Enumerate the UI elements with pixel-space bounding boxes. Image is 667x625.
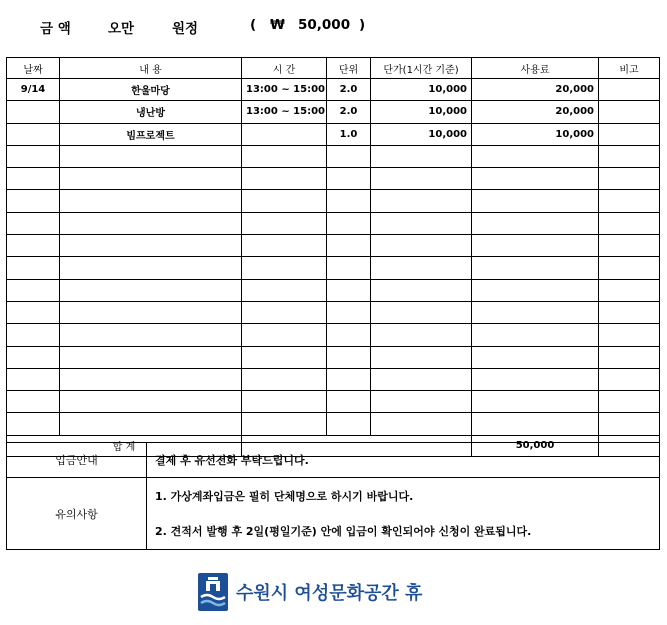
cell-content xyxy=(60,324,242,346)
header-remarks: 비고 xyxy=(599,58,660,79)
cell-fee xyxy=(472,257,599,279)
cell-remarks xyxy=(599,190,660,212)
table-row xyxy=(7,391,660,413)
cell-unit-price xyxy=(371,190,472,212)
cell-content xyxy=(60,368,242,390)
info-table xyxy=(6,442,660,550)
cell-fee: 10,000 xyxy=(472,123,599,145)
cell-fee xyxy=(472,324,599,346)
cell-unit-price xyxy=(371,413,472,435)
cell-content xyxy=(60,168,242,190)
cell-content: 한울마당 xyxy=(60,79,242,101)
table-row xyxy=(7,301,660,323)
cell-date xyxy=(7,301,60,323)
cell-remarks xyxy=(599,79,660,101)
cell-fee xyxy=(472,235,599,257)
cell-unit-price: 10,000 xyxy=(371,101,472,123)
cell-unit xyxy=(327,168,371,190)
cell-time xyxy=(242,145,327,167)
cell-unit-price xyxy=(371,257,472,279)
cell-unit-price xyxy=(371,279,472,301)
table-row xyxy=(7,413,660,435)
amount-number: 50,000 xyxy=(298,17,351,33)
amount-close-paren: ) xyxy=(359,17,366,33)
table-row xyxy=(7,79,660,101)
cell-date xyxy=(7,346,60,368)
cell-date xyxy=(7,145,60,167)
cell-unit xyxy=(327,346,371,368)
cell-remarks xyxy=(599,324,660,346)
table-row xyxy=(7,257,660,279)
cell-remarks xyxy=(599,257,660,279)
cell-time xyxy=(242,257,327,279)
cell-remarks xyxy=(599,212,660,234)
cell-fee xyxy=(472,279,599,301)
cell-fee: 20,000 xyxy=(472,79,599,101)
cell-content xyxy=(60,301,242,323)
cell-unit-price xyxy=(371,391,472,413)
cell-content xyxy=(60,346,242,368)
table-row xyxy=(7,279,660,301)
cell-fee xyxy=(472,368,599,390)
cell-unit-price xyxy=(371,324,472,346)
table-row xyxy=(7,190,660,212)
cell-unit: 2.0 xyxy=(327,101,371,123)
cell-unit xyxy=(327,257,371,279)
table-row xyxy=(7,212,660,234)
note-item-2: 2. 견적서 발행 후 2일(평일기준) 안에 입금이 확인되어야 신청이 완료됩니다. xyxy=(155,524,532,538)
cell-time xyxy=(242,346,327,368)
cell-unit xyxy=(327,391,371,413)
cell-remarks xyxy=(599,123,660,145)
cell-fee: 20,000 xyxy=(472,101,599,123)
cell-fee xyxy=(472,391,599,413)
cell-remarks xyxy=(599,145,660,167)
cell-time xyxy=(242,235,327,257)
org-name: 수원시 여성문화공간 휴 xyxy=(236,583,423,604)
table-row xyxy=(7,235,660,257)
cell-date xyxy=(7,190,60,212)
cell-date xyxy=(7,235,60,257)
header-unit: 단위 xyxy=(327,58,371,79)
cell-unit xyxy=(327,235,371,257)
cell-unit-price xyxy=(371,346,472,368)
cell-date xyxy=(7,168,60,190)
cell-content: 냉난방 xyxy=(60,101,242,123)
cell-unit xyxy=(327,145,371,167)
header-unit-price: 단가(1시간 기준) xyxy=(371,58,472,79)
cell-fee xyxy=(472,145,599,167)
cell-unit xyxy=(327,301,371,323)
cell-unit xyxy=(327,413,371,435)
cell-content xyxy=(60,190,242,212)
cell-unit-price xyxy=(371,212,472,234)
header-content: 내 용 xyxy=(60,58,242,79)
cell-time xyxy=(242,391,327,413)
cell-remarks xyxy=(599,301,660,323)
cell-time xyxy=(242,168,327,190)
suwon-city-logo-icon xyxy=(198,573,228,611)
header-time: 시 간 xyxy=(242,58,327,79)
cell-fee xyxy=(472,168,599,190)
cell-time xyxy=(242,413,327,435)
total-value: 50,000 xyxy=(472,435,599,456)
cell-unit xyxy=(327,212,371,234)
quote-table xyxy=(6,57,660,457)
cell-time xyxy=(242,212,327,234)
cell-unit xyxy=(327,190,371,212)
cell-unit xyxy=(327,368,371,390)
cell-unit-price xyxy=(371,145,472,167)
cell-date xyxy=(7,212,60,234)
cell-time xyxy=(242,279,327,301)
footer xyxy=(0,573,667,613)
cell-content xyxy=(60,257,242,279)
table-row xyxy=(7,324,660,346)
amount-label: 금 액 xyxy=(40,21,71,37)
cell-date xyxy=(7,391,60,413)
cell-unit-price xyxy=(371,235,472,257)
table-row xyxy=(7,368,660,390)
total-label: 합 계 xyxy=(7,435,242,456)
table-row xyxy=(7,123,660,145)
cell-unit-price xyxy=(371,168,472,190)
cell-remarks xyxy=(599,413,660,435)
cell-fee xyxy=(472,212,599,234)
cell-remarks xyxy=(599,279,660,301)
cell-fee xyxy=(472,301,599,323)
cell-fee xyxy=(472,413,599,435)
cell-date xyxy=(7,324,60,346)
amount-open-paren: ( xyxy=(250,17,257,33)
amount-suffix: 원정 xyxy=(172,21,199,37)
cell-fee xyxy=(472,190,599,212)
amount-korean: 오만 xyxy=(108,21,135,37)
cell-remarks xyxy=(599,101,660,123)
cell-unit xyxy=(327,279,371,301)
cell-time xyxy=(242,301,327,323)
cell-fee xyxy=(472,346,599,368)
cell-remarks xyxy=(599,368,660,390)
cell-content xyxy=(60,235,242,257)
payment-row xyxy=(7,443,660,478)
cell-unit-price: 10,000 xyxy=(371,79,472,101)
cell-remarks xyxy=(599,235,660,257)
cell-date xyxy=(7,123,60,145)
notes-content xyxy=(147,478,660,550)
cell-time xyxy=(242,190,327,212)
cell-date xyxy=(7,368,60,390)
payment-label: 입금안내 xyxy=(7,443,147,478)
table-header-row xyxy=(7,58,660,79)
header-date: 날짜 xyxy=(7,58,60,79)
cell-unit-price xyxy=(371,301,472,323)
table-row xyxy=(7,145,660,167)
cell-time: 13:00 ~ 15:00 xyxy=(242,101,327,123)
cell-content xyxy=(60,212,242,234)
cell-unit-price xyxy=(371,368,472,390)
table-row xyxy=(7,168,660,190)
cell-content xyxy=(60,413,242,435)
cell-date xyxy=(7,101,60,123)
notes-row xyxy=(7,478,660,550)
cell-time: 13:00 ~ 15:00 xyxy=(242,79,327,101)
cell-unit xyxy=(327,324,371,346)
cell-time xyxy=(242,123,327,145)
cell-date xyxy=(7,413,60,435)
table-row xyxy=(7,346,660,368)
cell-time xyxy=(242,324,327,346)
table-row xyxy=(7,101,660,123)
cell-content xyxy=(60,279,242,301)
cell-content: 빔프로젝트 xyxy=(60,123,242,145)
cell-unit-price: 10,000 xyxy=(371,123,472,145)
cell-remarks xyxy=(599,391,660,413)
cell-time xyxy=(242,368,327,390)
payment-text: 결제 후 유선전화 부탁드립니다. xyxy=(147,443,660,478)
cell-date xyxy=(7,279,60,301)
cell-date xyxy=(7,257,60,279)
cell-remarks xyxy=(599,346,660,368)
amount-currency: ₩ xyxy=(270,17,285,33)
amount-line xyxy=(0,14,667,38)
note-item-1: 1. 가상계좌입금은 필히 단체명으로 하시기 바랍니다. xyxy=(155,489,414,503)
header-fee: 사용료 xyxy=(472,58,599,79)
cell-content xyxy=(60,391,242,413)
cell-remarks xyxy=(599,168,660,190)
cell-date: 9/14 xyxy=(7,79,60,101)
cell-unit: 2.0 xyxy=(327,79,371,101)
notes-label: 유의사항 xyxy=(7,478,147,550)
cell-unit: 1.0 xyxy=(327,123,371,145)
cell-content xyxy=(60,145,242,167)
